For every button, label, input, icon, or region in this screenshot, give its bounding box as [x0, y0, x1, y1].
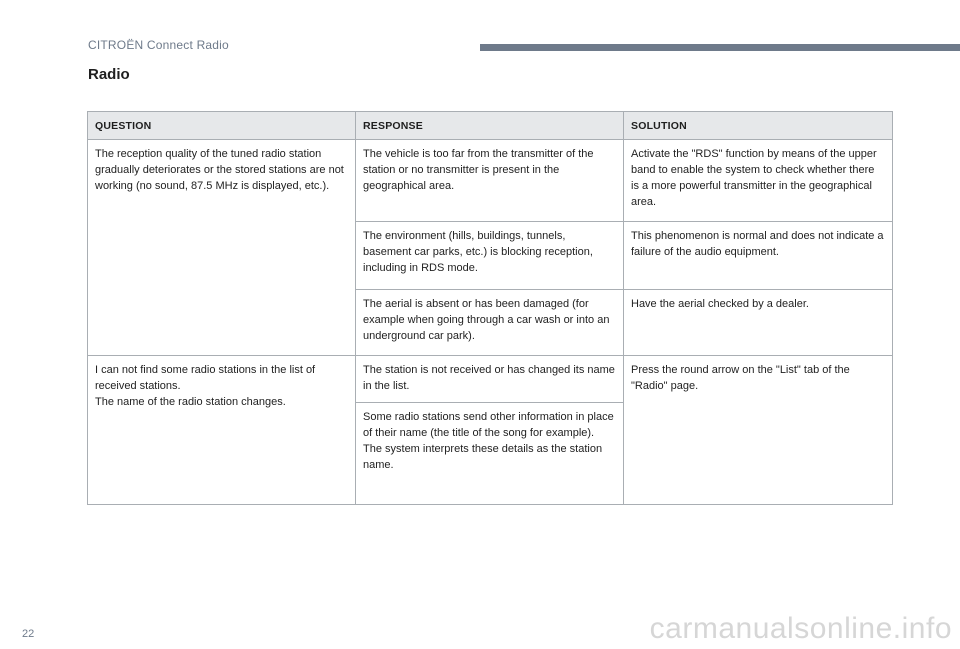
troubleshooting-table: [87, 111, 893, 505]
column-header-question: QUESTION: [88, 112, 356, 140]
table-header-row: [88, 112, 893, 140]
response-cell: [356, 290, 624, 356]
response-text: The aerial is absent or has been damaged (for example when going through a car wash or into an underground car park).: [363, 298, 610, 342]
solution-cell: [624, 290, 893, 356]
response-text: The environment (hills, buildings, tunnels, basement car parks, etc.) is blocking reception, including in RDS mode.: [363, 230, 593, 274]
solution-text: Press the round arrow on the "List" tab of the "Radio" page.: [631, 364, 850, 392]
question-text: I can not find some radio stations in the list of received stations. The name of the radio station changes.: [95, 364, 316, 408]
table-row: [88, 356, 893, 403]
column-header-response: RESPONSE: [356, 112, 624, 140]
header-title: CITROËN Connect Radio: [88, 38, 229, 52]
response-text: Some radio stations send other information in place of their name (the title of the song for example). The system interprets these details as the station name.: [363, 411, 614, 471]
section-title: Radio: [88, 66, 130, 83]
question-text: The reception quality of the tuned radio station gradually deteriorates or the stored stations are not working (no sound, 87.5 MHz is displayed, etc.).: [95, 148, 344, 192]
response-text: The station is not received or has changed its name in the list.: [363, 364, 615, 392]
response-cell: [356, 222, 624, 290]
response-cell: [356, 140, 624, 222]
solution-text: Have the aerial checked by a dealer.: [631, 298, 809, 310]
response-text: The vehicle is too far from the transmitter of the station or no transmitter is present in the geographical area.: [363, 148, 594, 192]
table-row: [88, 140, 893, 222]
question-cell: [88, 356, 356, 505]
watermark: carmanualsonline.info: [649, 612, 952, 645]
header-bar: [480, 44, 960, 51]
solution-text: This phenomenon is normal and does not indicate a failure of the audio equipment.: [631, 230, 884, 258]
question-cell: [88, 140, 356, 356]
response-cell: [356, 403, 624, 505]
solution-text: Activate the "RDS" function by means of the upper band to enable the system to check whether there is a more powerful transmitter in the geographical area.: [631, 148, 877, 208]
page-number: 22: [22, 628, 35, 640]
solution-cell: [624, 222, 893, 290]
column-header-solution: SOLUTION: [624, 112, 893, 140]
response-cell: [356, 356, 624, 403]
solution-cell: [624, 140, 893, 222]
solution-cell: [624, 356, 893, 505]
